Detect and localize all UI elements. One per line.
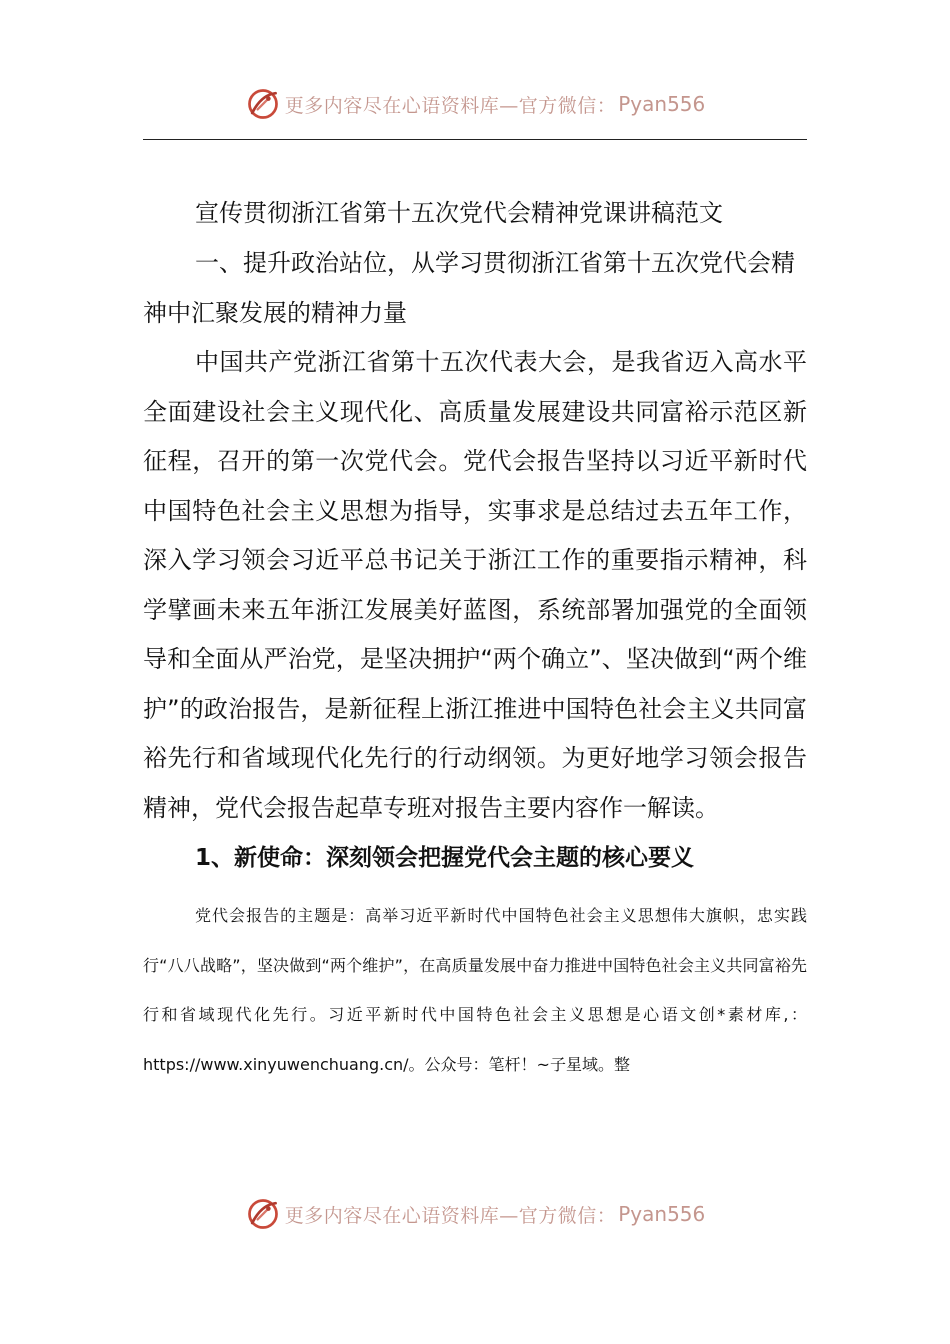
header-divider bbox=[143, 139, 807, 140]
footer-banner bbox=[0, 1189, 950, 1239]
body-paragraph-small: 党代会报告的主题是：高举习近平新时代中国特色社会主义思想伟大旗帜，忠实践行“八八战略”，坚决做到“两个维护”，在高质量发展中奋力推进中国特色社会主义共同富裕先行和省域现代化先行。习近平新时代中国特色社会主义思想是心语文创*素材库,：https://www.xinyuwenchuang.cn/。公众号：笔杆！~子星域。整 bbox=[143, 906, 807, 1074]
brand-logo-icon bbox=[245, 1196, 281, 1232]
section-heading: 一、提升政治站位，从学习贯彻浙江省第十五次党代会精神中汇聚发展的精神力量 bbox=[143, 249, 795, 327]
brand-logo-icon bbox=[245, 86, 281, 122]
banner-wechat-id: Pyan556 bbox=[618, 1202, 706, 1226]
banner-wechat-id: Pyan556 bbox=[618, 92, 706, 116]
banner-text: 更多内容尽在心语资料库—官方微信： bbox=[284, 1204, 617, 1227]
body-paragraph: 中国共产党浙江省第十五次代表大会，是我省迈入高水平全面建设社会主义现代化、高质量发展建设共同富裕示范区新征程，召开的第一次党代会。党代会报告坚持以习近平新时代中国特色社会主义思想为指导，实事求是总结过去五年工作，深入学习领会习近平总书记关于浙江工作的重要指示精神，科学擘画未来五年浙江发展美好蓝图，系统部署加强党的全面领导和全面从严治党，是坚决拥护“两个确立”、坚决做到“两个维护”的政治报告，是新征程上浙江推进中国特色社会主义共同富裕先行和省域现代化先行的行动纲领。为更好地学习领会报告精神，党代会报告起草专班对报告主要内容作一解读。 bbox=[143, 348, 807, 822]
header-banner bbox=[0, 79, 950, 129]
document-body bbox=[143, 188, 807, 1089]
subsection-heading: 1、新使命：深刻领会把握党代会主题的核心要义 bbox=[195, 845, 695, 871]
document-title: 宣传贯彻浙江省第十五次党代会精神党课讲稿范文 bbox=[195, 199, 723, 227]
banner-text: 更多内容尽在心语资料库—官方微信： bbox=[284, 94, 617, 117]
